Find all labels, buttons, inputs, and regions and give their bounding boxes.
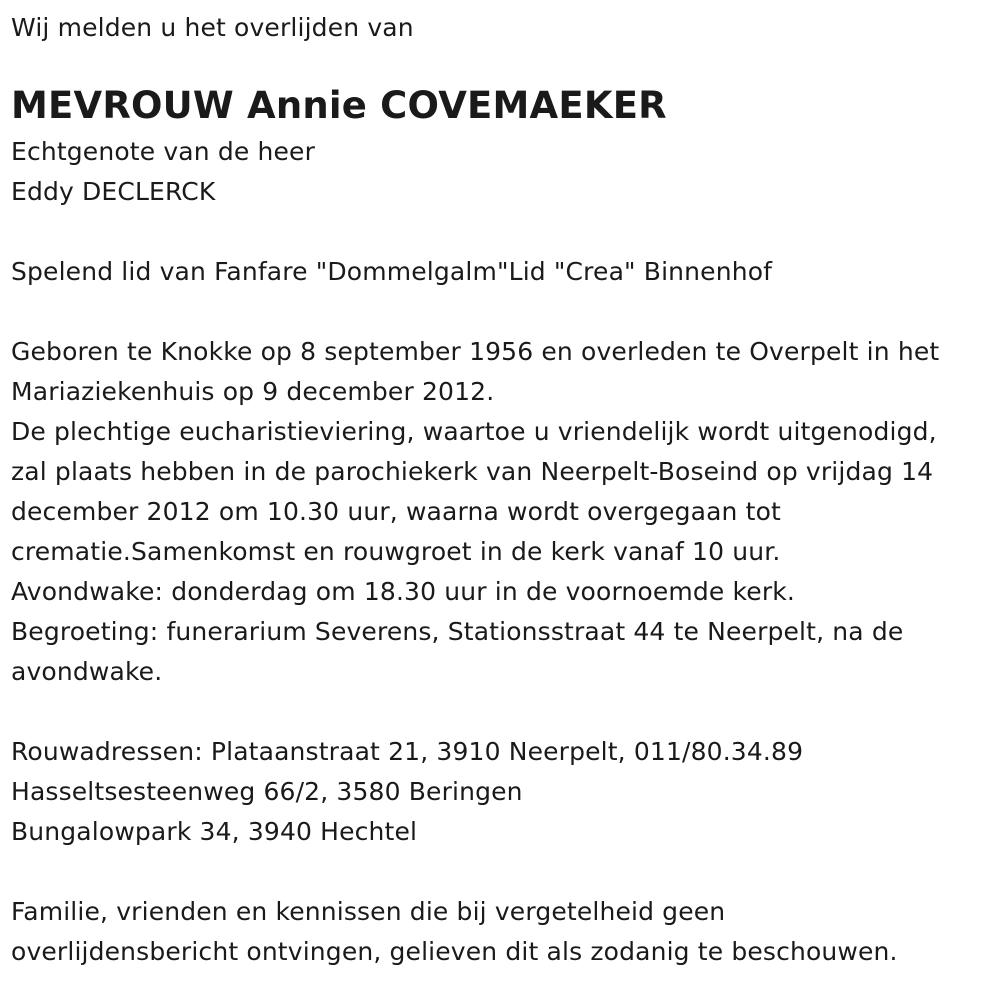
spacer (11, 212, 996, 252)
death-notice (11, 8, 996, 972)
spacer (11, 852, 996, 892)
details-line: Mariaziekenhuis op 9 december 2012. (11, 377, 495, 406)
spouse-line-2: Eddy DECLERCK (11, 177, 216, 206)
address-line: Hasseltsesteenweg 66/2, 3580 Beringen (11, 777, 523, 806)
details-line: Avondwake: donderdag om 18.30 uur in de voornoemde kerk. (11, 577, 795, 606)
details-line: Begroeting: funerarium Severens, Stationsstraat 44 te Neerpelt, na de (11, 617, 904, 646)
details-line: zal plaats hebben in de parochiekerk van Neerpelt-Boseind op vrijdag 14 (11, 457, 934, 486)
address-line: Rouwadressen: Plataanstraat 21, 3910 Neerpelt, 011/80.34.89 (11, 737, 804, 766)
closing-line: overlijdensbericht ontvingen, gelieven dit als zodanig te beschouwen. (11, 937, 898, 966)
details-line: De plechtige eucharistieviering, waartoe u vriendelijk wordt uitgenodigd, (11, 417, 937, 446)
membership-text: Spelend lid van Fanfare "Dommelgalm"Lid "Crea" Binnenhof (11, 257, 773, 286)
details-line: december 2012 om 10.30 uur, waarna wordt overgegaan tot (11, 497, 781, 526)
deceased-name: MEVROUW Annie COVEMAEKER (11, 84, 667, 127)
spouse-line-1: Echtgenote van de heer (11, 137, 315, 166)
closing-line: Familie, vrienden en kennissen die bij vergetelheid geen (11, 897, 726, 926)
spacer (11, 292, 996, 332)
details-line: avondwake. (11, 657, 163, 686)
spacer (11, 692, 996, 732)
details-line: Geboren te Knokke op 8 september 1956 en overleden te Overpelt in het (11, 337, 940, 366)
address-line: Bungalowpark 34, 3940 Hechtel (11, 817, 418, 846)
details-line: crematie.Samenkomst en rouwgroet in de kerk vanaf 10 uur. (11, 537, 781, 566)
intro-text: Wij melden u het overlijden van (11, 13, 414, 42)
